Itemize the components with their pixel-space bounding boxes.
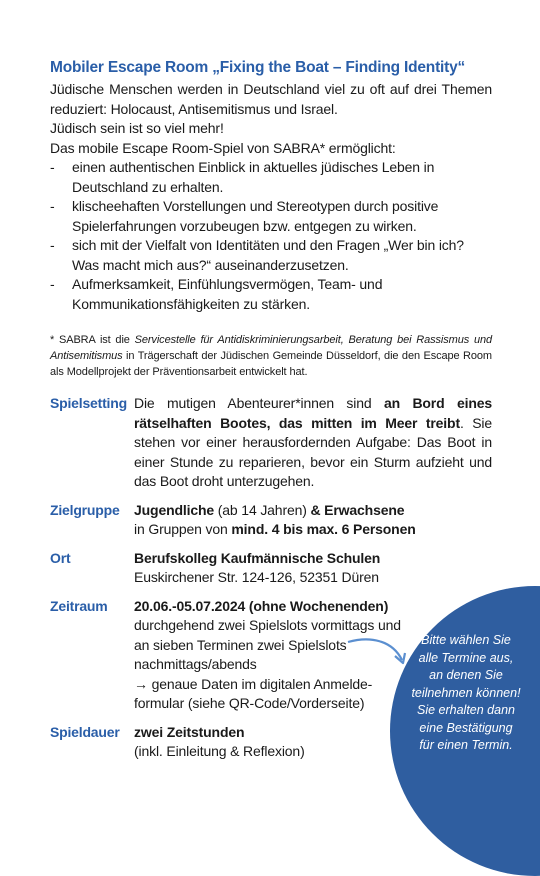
label-ort: Ort (50, 549, 71, 566)
row-ort (50, 549, 492, 588)
callout-text: Bitte wählen Sie alle Termine aus, an denen Sie teilnehmen können! Sie erhalten dann eine Bestätigung für einen Termin. (411, 633, 521, 752)
label-spieldauer: Spieldauer (50, 723, 120, 740)
list-item: - sich mit der Vielfalt von Identitäten und den Fragen „Wer bin ich? Was macht mich aus?“ auseinanderzusetzen. (50, 237, 464, 273)
content-ort: Berufskolleg Kaufmännische Schulen Euskirchener Str. 124-126, 52351 Düren (134, 549, 381, 585)
label-spielsetting: Spielsetting (50, 395, 127, 411)
intro-paragraph-1: Jüdische Menschen werden in Deutschland viel zu oft auf drei Themen reduziert: Holocaust, Antisemitismus und Israel. (50, 81, 492, 117)
content-zeitraum: 20.06.-05.07.2024 (ohne Wochenenden) durchgehend zwei Spielslots vormittags und an sieben Terminen zwei Spielslots nachmittags/abends → genaue Daten im digitalen Anmelde- formular (siehe QR-Code/Vorderseite) (134, 597, 401, 711)
label-zeitraum: Zeitraum (50, 597, 108, 614)
page-title: Mobiler Escape Room „Fixing the Boat – Finding Identity“ (50, 59, 466, 76)
row-zielgruppe (50, 501, 492, 540)
footnote: * SABRA ist die Servicestelle für Antidiskriminierungsarbeit, Beratung bei Rassismus und Antisemitismus in Trägerschaft der Jüdischen Gemeinde Düsseldorf, die den Escape Room als Modellprojekt der Präventionsarbeit entwickelt hat. (50, 334, 492, 378)
list-item: - klischeehaften Vorstellungen und Stereotypen durch positive Spielerfahrungen vorzubeugen bzw. entgegen zu wirken. (50, 198, 439, 234)
content-spielsetting: Die mutigen Abenteurer*innen sind an Bord eines rätselhaften Bootes, das mitten im Meer treibt. Sie stehen vor einer herausfordernden Aufgabe: Das Boot in einer Stunde zu reparieren, bevor ein Sturm aufzieht und das Boot droht unterzugehen. (134, 395, 492, 489)
list-item: - einen authentischen Einblick in aktuelles jüdisches Leben in Deutschland zu erhalten. (50, 159, 435, 195)
content-spieldauer: zwei Zeitstunden (inkl. Einleitung & Reflexion) (134, 723, 305, 759)
intro-paragraph-3: Das mobile Escape Room-Spiel von SABRA* ermöglicht: (50, 139, 396, 156)
list-item: - Aufmerksamkeit, Einfühlungsvermögen, Team- und Kommunikationsfähigkeiten zu stärken. (50, 276, 383, 312)
intro-paragraph-2: Jüdisch sein ist so viel mehr! (50, 120, 224, 136)
content-zielgruppe: Jugendliche (ab 14 Jahren) & Erwachsene in Gruppen von mind. 4 bis max. 6 Personen (134, 501, 416, 537)
goals-list (50, 158, 492, 314)
row-spielsetting (50, 394, 492, 492)
label-zielgruppe: Zielgruppe (50, 501, 120, 518)
